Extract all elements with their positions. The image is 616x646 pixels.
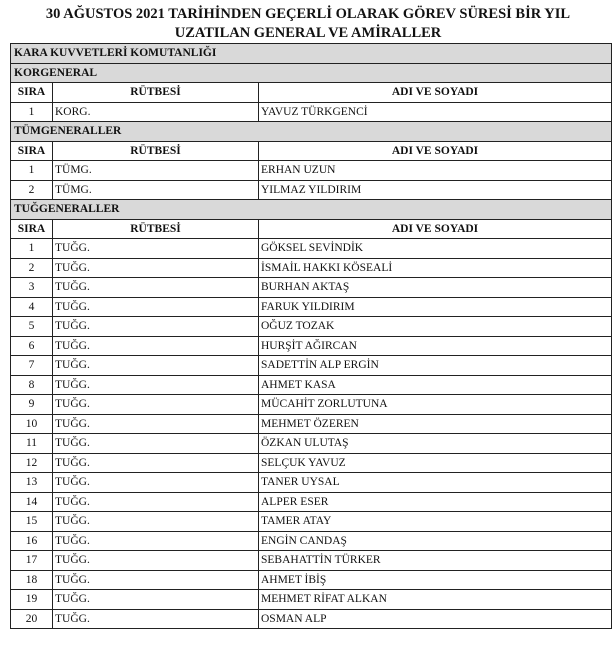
row-number: 19 bbox=[11, 590, 53, 610]
column-header-rutbe: RÜTBESİ bbox=[53, 83, 259, 103]
row-number: 20 bbox=[11, 609, 53, 629]
table-row bbox=[11, 239, 612, 259]
row-rank: KORG. bbox=[53, 102, 259, 122]
row-full-name: YILMAZ YILDIRIM bbox=[259, 180, 612, 200]
row-full-name: OSMAN ALP bbox=[259, 609, 612, 629]
row-full-name: İSMAİL HAKKI KÖSEALİ bbox=[259, 258, 612, 278]
row-full-name: GÖKSEL SEVİNDİK bbox=[259, 239, 612, 259]
row-rank: TUĞG. bbox=[53, 434, 259, 454]
row-number: 15 bbox=[11, 512, 53, 532]
row-number: 1 bbox=[11, 161, 53, 181]
command-header-row bbox=[11, 44, 612, 64]
table-row bbox=[11, 375, 612, 395]
row-full-name: SADETTİN ALP ERGİN bbox=[259, 356, 612, 376]
section-header-row bbox=[11, 122, 612, 142]
row-rank: TÜMG. bbox=[53, 180, 259, 200]
row-full-name: ERHAN UZUN bbox=[259, 161, 612, 181]
row-full-name: MEHMET ÖZEREN bbox=[259, 414, 612, 434]
document-title-line-1: 30 AĞUSTOS 2021 TARİHİNDEN GEÇERLİ OLARAK GÖREV SÜRESİ BİR YIL bbox=[45, 6, 571, 22]
row-full-name: HURŞİT AĞIRCAN bbox=[259, 336, 612, 356]
column-header-ad: ADI VE SOYADI bbox=[259, 141, 612, 161]
table-row bbox=[11, 336, 612, 356]
row-number: 18 bbox=[11, 570, 53, 590]
row-number: 14 bbox=[11, 492, 53, 512]
section-title: TÜMGENERALLER bbox=[11, 122, 612, 142]
generals-table-body bbox=[11, 44, 612, 629]
row-rank: TUĞG. bbox=[53, 395, 259, 415]
row-rank: TUĞG. bbox=[53, 375, 259, 395]
document-title-line-2: UZATILAN GENERAL VE AMİRALLER bbox=[174, 25, 442, 41]
row-number: 13 bbox=[11, 473, 53, 493]
column-header-rutbe: RÜTBESİ bbox=[53, 219, 259, 239]
row-number: 10 bbox=[11, 414, 53, 434]
row-number: 2 bbox=[11, 180, 53, 200]
table-row bbox=[11, 473, 612, 493]
row-rank: TUĞG. bbox=[53, 473, 259, 493]
row-number: 12 bbox=[11, 453, 53, 473]
section-header-row bbox=[11, 200, 612, 220]
row-full-name: ALPER ESER bbox=[259, 492, 612, 512]
table-row bbox=[11, 161, 612, 181]
row-number: 1 bbox=[11, 239, 53, 259]
column-header-sira: SIRA bbox=[11, 219, 53, 239]
table-row bbox=[11, 102, 612, 122]
table-row bbox=[11, 492, 612, 512]
row-full-name: MÜCAHİT ZORLUTUNA bbox=[259, 395, 612, 415]
row-rank: TUĞG. bbox=[53, 512, 259, 532]
column-header-row bbox=[11, 83, 612, 103]
row-rank: TUĞG. bbox=[53, 278, 259, 298]
row-rank: TUĞG. bbox=[53, 239, 259, 259]
row-rank: TUĞG. bbox=[53, 590, 259, 610]
column-header-ad: ADI VE SOYADI bbox=[259, 83, 612, 103]
row-full-name: TAMER ATAY bbox=[259, 512, 612, 532]
row-rank: TUĞG. bbox=[53, 609, 259, 629]
row-full-name: MEHMET RİFAT ALKAN bbox=[259, 590, 612, 610]
table-row bbox=[11, 551, 612, 571]
table-row bbox=[11, 570, 612, 590]
row-full-name: OĞUZ TOZAK bbox=[259, 317, 612, 337]
section-title: KORGENERAL bbox=[11, 63, 612, 83]
row-full-name: ENGİN CANDAŞ bbox=[259, 531, 612, 551]
generals-table bbox=[10, 43, 612, 629]
command-name: KARA KUVVETLERİ KOMUTANLIĞI bbox=[11, 44, 612, 64]
row-rank: TUĞG. bbox=[53, 492, 259, 512]
table-row bbox=[11, 258, 612, 278]
row-full-name: BURHAN AKTAŞ bbox=[259, 278, 612, 298]
row-number: 16 bbox=[11, 531, 53, 551]
row-rank: TUĞG. bbox=[53, 570, 259, 590]
row-number: 5 bbox=[11, 317, 53, 337]
column-header-ad: ADI VE SOYADI bbox=[259, 219, 612, 239]
row-full-name: ÖZKAN ULUTAŞ bbox=[259, 434, 612, 454]
column-header-row bbox=[11, 141, 612, 161]
row-rank: TUĞG. bbox=[53, 414, 259, 434]
row-rank: TUĞG. bbox=[53, 453, 259, 473]
row-full-name: FARUK YILDIRIM bbox=[259, 297, 612, 317]
row-number: 2 bbox=[11, 258, 53, 278]
row-full-name: AHMET İBİŞ bbox=[259, 570, 612, 590]
row-full-name: SEBAHATTİN TÜRKER bbox=[259, 551, 612, 571]
row-rank: TUĞG. bbox=[53, 336, 259, 356]
row-number: 9 bbox=[11, 395, 53, 415]
table-row bbox=[11, 590, 612, 610]
row-rank: TUĞG. bbox=[53, 356, 259, 376]
row-rank: TUĞG. bbox=[53, 551, 259, 571]
row-number: 1 bbox=[11, 102, 53, 122]
table-row bbox=[11, 278, 612, 298]
table-row bbox=[11, 356, 612, 376]
table-row bbox=[11, 180, 612, 200]
row-rank: TUĞG. bbox=[53, 297, 259, 317]
row-full-name: TANER UYSAL bbox=[259, 473, 612, 493]
table-row bbox=[11, 531, 612, 551]
row-rank: TÜMG. bbox=[53, 161, 259, 181]
row-full-name: SELÇUK YAVUZ bbox=[259, 453, 612, 473]
table-row bbox=[11, 434, 612, 454]
document-title bbox=[0, 0, 616, 43]
row-full-name: AHMET KASA bbox=[259, 375, 612, 395]
column-header-sira: SIRA bbox=[11, 83, 53, 103]
section-title: TUĞGENERALLER bbox=[11, 200, 612, 220]
table-row bbox=[11, 512, 612, 532]
row-number: 8 bbox=[11, 375, 53, 395]
row-rank: TUĞG. bbox=[53, 531, 259, 551]
section-header-row bbox=[11, 63, 612, 83]
row-number: 4 bbox=[11, 297, 53, 317]
table-row bbox=[11, 395, 612, 415]
row-rank: TUĞG. bbox=[53, 317, 259, 337]
row-number: 11 bbox=[11, 434, 53, 454]
table-row bbox=[11, 453, 612, 473]
column-header-sira: SIRA bbox=[11, 141, 53, 161]
column-header-rutbe: RÜTBESİ bbox=[53, 141, 259, 161]
row-number: 7 bbox=[11, 356, 53, 376]
row-number: 3 bbox=[11, 278, 53, 298]
table-row bbox=[11, 609, 612, 629]
table-row bbox=[11, 297, 612, 317]
column-header-row bbox=[11, 219, 612, 239]
table-row bbox=[11, 414, 612, 434]
row-rank: TUĞG. bbox=[53, 258, 259, 278]
row-number: 17 bbox=[11, 551, 53, 571]
table-row bbox=[11, 317, 612, 337]
row-number: 6 bbox=[11, 336, 53, 356]
row-full-name: YAVUZ TÜRKGENCİ bbox=[259, 102, 612, 122]
